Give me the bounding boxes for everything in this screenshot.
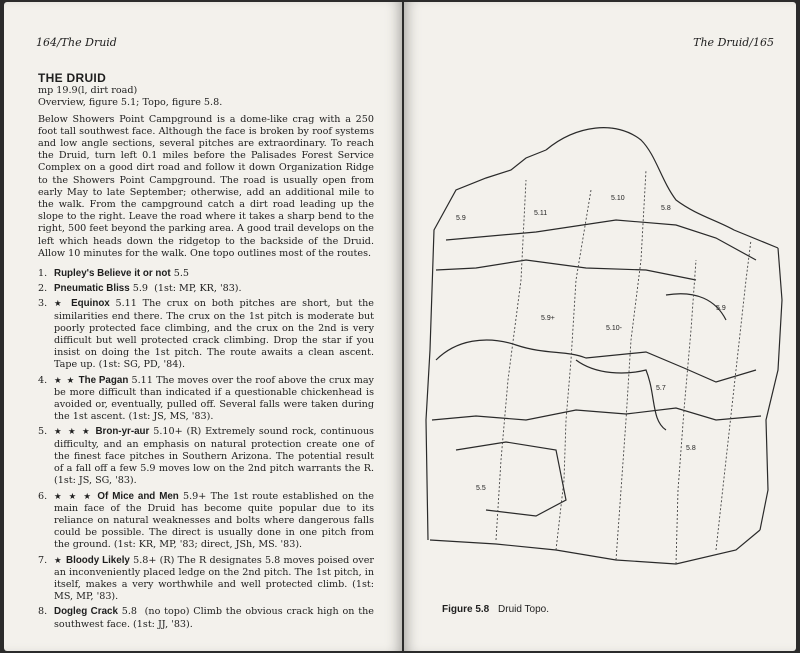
- mile-post: mp 19.9(l, dirt road): [38, 85, 138, 97]
- star-rating: ★: [54, 555, 63, 566]
- route-name: Dogleg Crack: [54, 606, 118, 618]
- ledge-5: [456, 442, 566, 516]
- ledge-3: [436, 340, 756, 382]
- star-rating: ★ ★ ★: [54, 427, 92, 438]
- route-description: (1st: MP, KR, '83).: [154, 283, 242, 295]
- route-grade: 5.9: [132, 283, 149, 295]
- route-description: The moves over the roof above the crux may be more difficult than indicated if a questionable chickenhead is avoided or, eventually, pulled off. Several falls were taken during the 1st ascent. (1st: JS, MS, '83).: [54, 374, 374, 423]
- route-name: Rupley's Believe it or not: [54, 268, 171, 280]
- route-description: (no topo) Climb the obvious crack high on the southwest face. (1st: JJ, '83).: [54, 606, 374, 630]
- figure-caption: [442, 604, 549, 615]
- route-grade: 5.11: [131, 374, 153, 386]
- route-number: 7.: [38, 554, 48, 566]
- route-grade: 5.10+ (R): [153, 426, 202, 438]
- route-name: Of Mice and Men: [97, 490, 179, 502]
- topo-label: 5.7: [656, 385, 666, 392]
- left-page: [4, 2, 402, 651]
- topo-label: 5.8: [661, 205, 671, 212]
- topo-label: 5.9+: [541, 315, 555, 322]
- route-description: The 1st route established on the main face of the Druid has become quite popular due to its reliance on natural weaknesses and bolts where dangerous falls could be possible. The direct is usually done in one pitch from the ground. (1st: KR, MP, '83; direct, JSh, MS. '83).: [54, 490, 374, 551]
- overview-reference: Overview, figure 5.1; Topo, figure 5.8.: [38, 97, 223, 109]
- route-number: 4.: [38, 374, 48, 386]
- route-item: [38, 606, 374, 630]
- topo-outline: [426, 128, 782, 564]
- route-number: 6.: [38, 490, 48, 502]
- crag-top-outline: [546, 128, 778, 248]
- page-header-left: 164/The Druid: [36, 36, 117, 49]
- route-number: 5.: [38, 426, 48, 438]
- route-item: [38, 426, 374, 487]
- page-header-right: The Druid/165: [693, 36, 774, 49]
- route-number: 1.: [38, 268, 48, 280]
- route-list: [38, 268, 374, 631]
- crag-right-outline: [760, 248, 782, 530]
- route-line: [556, 190, 591, 550]
- route-description: The R designates 5.8 moves poised over an inconveniently placed ledge on the 2nd pitch. The 1st pitch, in itself, makes a very worthwhile and well protected climb. (1st: MS, MP, '83).: [54, 554, 374, 603]
- route-item: [38, 491, 374, 552]
- route-grade: 5.9+: [183, 490, 207, 502]
- figure-label: Figure 5.8: [442, 604, 490, 615]
- route-name: Pneumatic Bliss: [54, 283, 130, 295]
- star-rating: ★: [54, 299, 66, 310]
- druid-topo-drawing: [416, 120, 794, 600]
- route-item: [38, 555, 374, 604]
- topo-label: 5.11: [534, 210, 548, 217]
- star-rating: ★ ★: [54, 375, 76, 386]
- route-description: Extremely sound rock, continuous difficulty, and an emphasis on natural protection create one of the finest face pitches in Southern Arizona. The potential result of a fall off a few 5.9 moves low on the 2nd pitch warrants the R. (1st: JS, SG, '83).: [54, 426, 374, 487]
- route-number: 3.: [38, 298, 48, 310]
- route-grade: 5.8+ (R): [133, 554, 175, 566]
- crag-left-outline: [426, 150, 546, 540]
- topo-label: 5.5: [476, 485, 486, 492]
- route-name: Bron-yr-aur: [95, 426, 150, 438]
- route-item: [38, 268, 374, 280]
- topo-label: 5.10-: [606, 325, 622, 332]
- route-description: The crux on both pitches are short, but the similarities end there. The crux on the 1st pitch is moderate but poorly protected face climbing, and the crux on the 2nd is very difficult but well protected crack climbing. Drop the star if you insist on doing the 1st pitch. The route awaits a clean ascent. Tape up. (1st: SG, PD, '84).: [54, 298, 374, 371]
- route-line: [676, 260, 696, 564]
- ledge-2: [436, 260, 696, 280]
- base-line: [430, 530, 760, 564]
- crag-title: THE DRUID: [38, 71, 107, 85]
- topo-label: 5.8: [686, 445, 696, 452]
- roof-1: [576, 360, 666, 430]
- route-item: [38, 283, 374, 295]
- route-item: [38, 375, 374, 424]
- route-name: Bloody Likely: [66, 554, 130, 566]
- route-item: [38, 298, 374, 371]
- route-number: 8.: [38, 606, 48, 618]
- route-number: 2.: [38, 283, 48, 295]
- route-line: [616, 170, 646, 560]
- crag-description: Below Showers Point Campground is a dome-like crag with a 250 foot tall southwest face. Although the face is broken by roof systems and low angle sections, several pitches are extraordinary. To reach the Druid, turn left 0.1 miles before the Palisades Forest Service Complex on a good dirt road and follow it down Organization Ridge to the Showers Point Campground. The road is usually open from early May to late September; otherwise, add an additional mile to the walk. From the campground catch a dirt road leading up the slope to the right. Leave the road where it takes a sharp bend to the right, 500 feet beyond the parking area. A good trail develops on the left which heads down the ridgetop to the backside of the Druid. Allow 10 minutes for the walk. One topo outlines most of the routes.: [38, 113, 374, 259]
- topo-labels: [456, 195, 726, 492]
- left-page-content: [38, 72, 374, 634]
- route-lines: [496, 170, 751, 564]
- topo-label: 5.10: [611, 195, 625, 202]
- figure-text: Druid Topo.: [498, 604, 549, 615]
- route-grade: 5.11: [115, 298, 137, 310]
- right-page: [404, 2, 796, 651]
- ledge-1: [446, 220, 756, 260]
- route-grade: 5.8: [121, 606, 138, 618]
- route-grade: 5.5: [173, 268, 189, 280]
- topo-label: 5.9: [456, 215, 466, 222]
- route-name: Equinox: [71, 298, 110, 310]
- star-rating: ★ ★ ★: [54, 491, 94, 502]
- ledge-4: [432, 408, 761, 420]
- route-line: [716, 240, 751, 550]
- route-name: The Pagan: [78, 374, 129, 386]
- topo-label: 5.9: [716, 305, 726, 312]
